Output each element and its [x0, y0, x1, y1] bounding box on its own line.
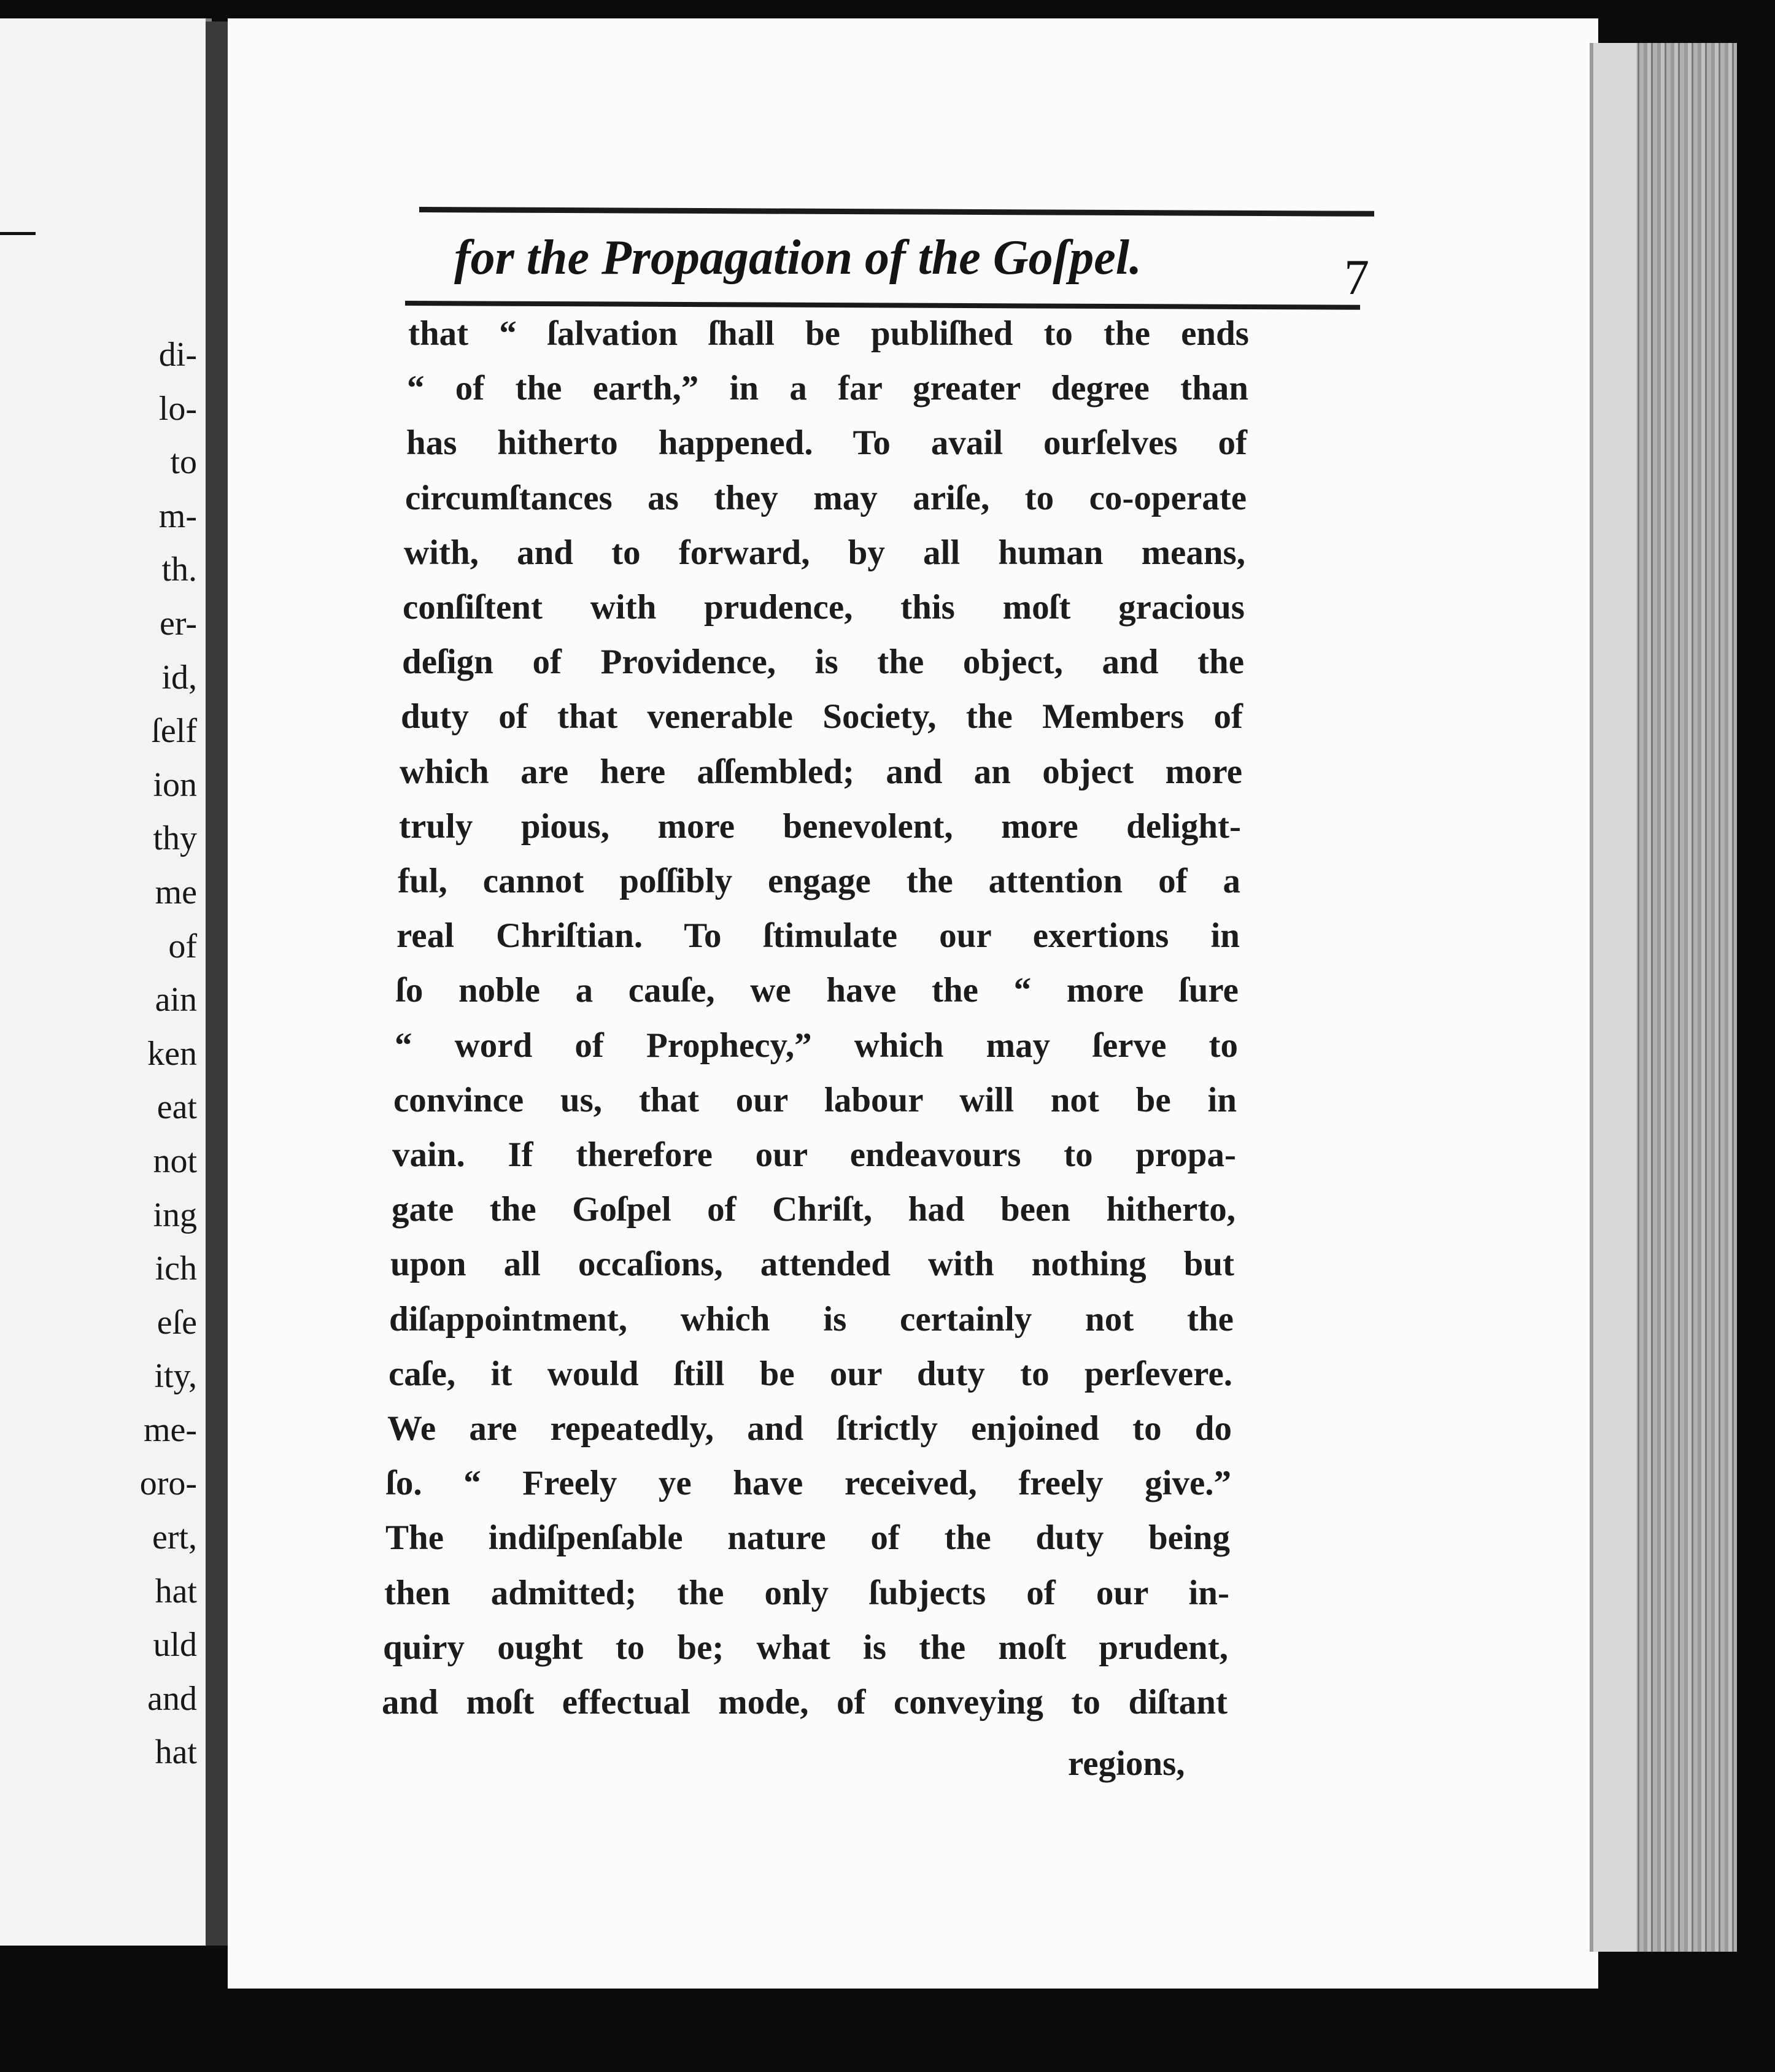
left-page-line: er-: [159, 604, 197, 643]
left-page-line: di-: [158, 336, 197, 374]
left-page-line: eſe: [157, 1303, 197, 1342]
body-line: duty of that venerable Society, the Members of: [401, 697, 1243, 736]
body-line: deſign of Providence, is the object, and the: [402, 643, 1244, 681]
left-page-text: [140, 328, 197, 1780]
left-page-line: lo-: [158, 389, 197, 428]
body-line: convince us, that our labour will not be in: [393, 1081, 1237, 1119]
body-line: circumſtances as they may ariſe, to co-operate: [405, 479, 1247, 517]
body-line: “ word of Prophecy,” which may ſerve to: [395, 1026, 1238, 1065]
body-line: real Chriſtian. To ſtimulate our exertions in: [396, 916, 1240, 955]
running-head-title: for the Propagation of the Goſpel.: [454, 231, 1142, 285]
body-line: caſe, it would ſtill be our duty to perſevere.: [389, 1355, 1232, 1393]
left-page-line: and: [147, 1679, 197, 1718]
left-page-line: ſelf: [151, 712, 197, 751]
body-line: ſo. “ Freely ye have received, freely give.”: [386, 1464, 1231, 1502]
body-line: which are here aſſembled; and an object more: [400, 752, 1242, 791]
left-page-line: ken: [147, 1034, 197, 1073]
body-line: conſiſtent with prudence, this moſt gracious: [403, 588, 1245, 627]
left-page-line: thy: [153, 819, 197, 858]
left-page-line: of: [168, 927, 197, 965]
left-page-line: ain: [155, 981, 197, 1019]
left-page-line: oro-: [139, 1464, 197, 1503]
body-line: with, and to forward, by all human means,: [404, 533, 1245, 572]
body-line: that “ ſalvation ſhall be publiſhed to the ends: [408, 314, 1249, 353]
body-line: ſo noble a cauſe, we have the “ more ſure: [396, 971, 1239, 1010]
left-page-line: hat: [155, 1572, 197, 1610]
body-line: “ of the earth,” in a far greater degree than: [407, 369, 1248, 408]
left-page-line: ity,: [154, 1357, 197, 1396]
body-line: gate the Goſpel of Chriſt, had been hitherto,: [392, 1190, 1236, 1229]
left-page: [0, 18, 212, 1946]
left-page-line: me-: [143, 1410, 197, 1449]
body-line: has hitherto happened. To avail ourſelves of: [406, 423, 1247, 462]
left-page-line: eat: [157, 1088, 197, 1127]
body-line: The indiſpenſable nature of the duty being: [385, 1518, 1230, 1557]
body-line: We are repeatedly, and ſtrictly enjoined to do: [387, 1409, 1232, 1448]
left-page-line: ert,: [152, 1518, 197, 1557]
left-page-line: ing: [153, 1196, 197, 1234]
body-line: vain. If therefore our endeavours to propa-: [392, 1135, 1236, 1174]
left-page-line: uld: [153, 1626, 197, 1664]
left-page-line: hat: [155, 1733, 197, 1772]
left-page-line: me: [155, 873, 197, 911]
left-page-line: ich: [155, 1250, 197, 1288]
page-edge-shade: [1593, 43, 1636, 1952]
catchword: regions,: [1068, 1744, 1185, 1783]
left-page-rule: [0, 232, 36, 235]
body-line: then admitted; the only ſubjects of our in-: [384, 1574, 1229, 1612]
left-page-line: th.: [161, 551, 197, 589]
left-page-line: ion: [153, 765, 197, 804]
body-line: diſappointment, which is certainly not the: [389, 1300, 1234, 1339]
left-page-line: to: [170, 443, 197, 482]
book-gutter: [206, 21, 228, 1946]
left-page-line: not: [153, 1142, 197, 1180]
body-line: ful, cannot poſſibly engage the attention of a: [398, 862, 1240, 900]
page-number: 7: [1344, 249, 1369, 305]
body-line: quiry ought to be; what is the moſt prudent,: [383, 1628, 1228, 1667]
left-page-line: m-: [158, 497, 197, 535]
body-line: upon all occaſions, attended with nothing but: [390, 1245, 1234, 1283]
body-line: and moſt effectual mode, of conveying to diſtant: [382, 1683, 1228, 1722]
body-line: truly pious, more benevolent, more delight-: [399, 807, 1241, 846]
left-page-line: id,: [161, 658, 197, 697]
